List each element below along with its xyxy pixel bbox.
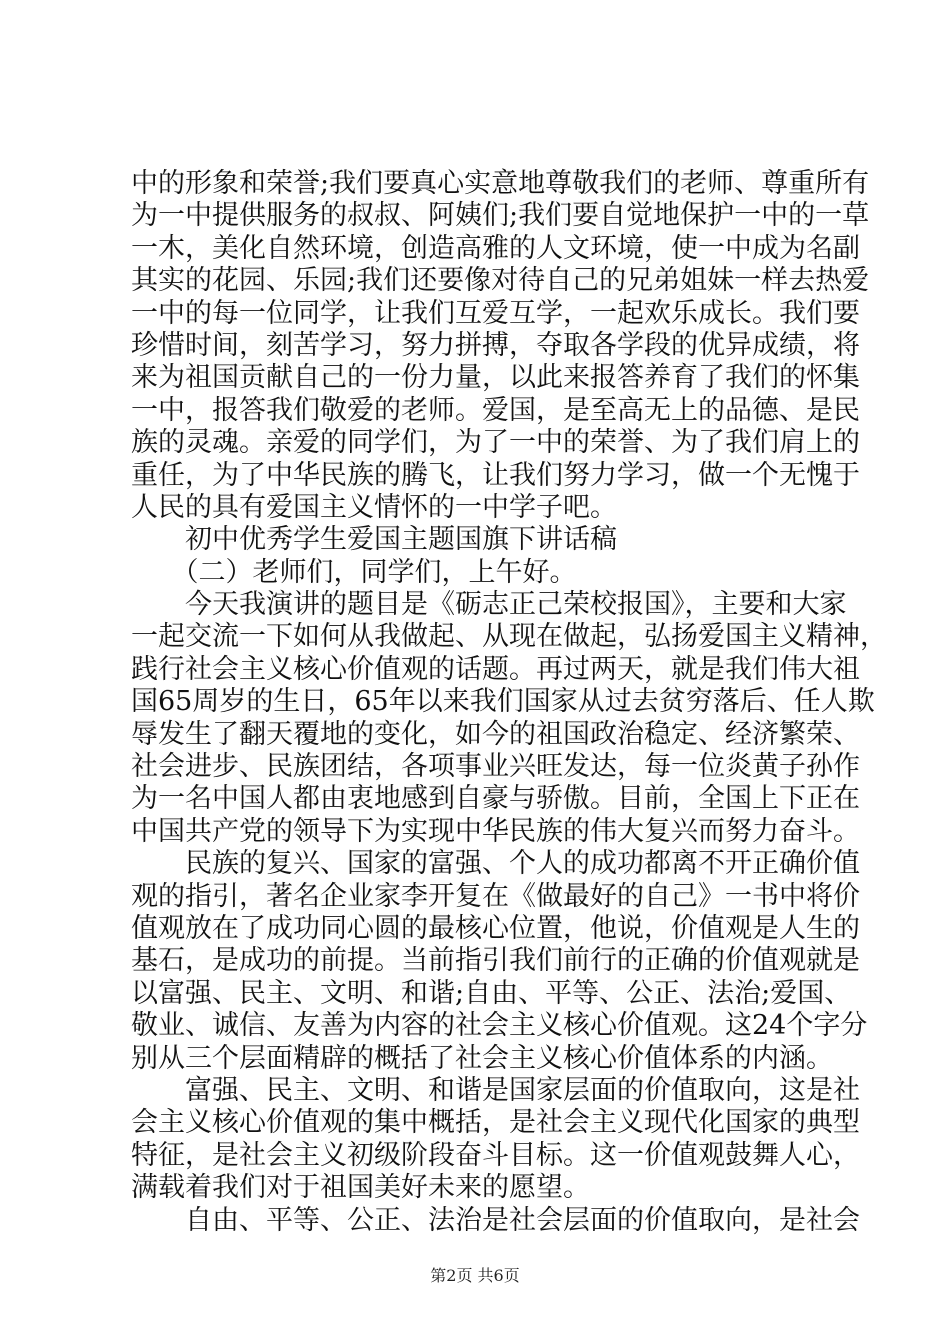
text-line: 来为祖国贡献自己的一份力量，以此来报答养育了我们的怀集 [131, 362, 860, 394]
text-line: 观的指引，著名企业家李开复在《做最好的自己》一书中将价 [131, 880, 860, 912]
text-line: 会主义核心价值观的集中概括，是社会主义现代化国家的典型 [131, 1107, 860, 1139]
text-line: 特征，是社会主义初级阶段奋斗目标。这一价值观鼓舞人心， [131, 1139, 860, 1171]
text-line: 自由、平等、公正、法治是社会层面的价值取向，是社会 [131, 1204, 860, 1236]
text-line: 为一中提供服务的叔叔、阿姨们;我们要自觉地保护一中的一草 [131, 200, 870, 232]
text-line: 辱发生了翻天覆地的变化，如今的祖国政治稳定、经济繁荣、 [131, 718, 860, 750]
text-line: 其实的花园、乐园;我们还要像对待自己的兄弟姐妹一样去热爱 [131, 265, 870, 297]
text-line: 基石，是成功的前提。当前指引我们前行的正确的价值观就是 [131, 945, 860, 977]
section-title: 初中优秀学生爱国主题国旗下讲话稿 [131, 524, 617, 556]
text-line: 社会进步、民族团结，各项事业兴旺发达，每一位炎黄子孙作 [131, 751, 860, 783]
text-line: 重任，为了中华民族的腾飞，让我们努力学习，做一个无愧于 [131, 459, 860, 491]
text-line: 一中，报答我们敬爱的老师。爱国，是至高无上的品德、是民 [131, 394, 860, 426]
text-line: 一中的每一位同学，让我们互爱互学，一起欢乐成长。我们要 [131, 297, 860, 329]
page-number: 第2页 共6页 [430, 1266, 520, 1285]
text-line: 中的形象和荣誉;我们要真心实意地尊敬我们的老师、尊重所有 [131, 168, 870, 199]
text-line: 一起交流一下如何从我做起、从现在做起，弘扬爱国主义精神， [131, 621, 887, 653]
document-body [131, 168, 887, 1237]
text-line: 民族的复兴、国家的富强、个人的成功都离不开正确价值 [131, 848, 860, 880]
text-line: 满载着我们对于祖国美好未来的愿望。 [131, 1172, 590, 1204]
text-line: 人民的具有爱国主义情怀的一中学子吧。 [131, 491, 617, 523]
text-line: 一木，美化自然环境，创造高雅的人文环境，使一中成为名副 [131, 232, 860, 264]
text-line: 国65周岁的生日，65年以来我们国家从过去贫穷落后、任人欺 [131, 686, 875, 718]
text-line: 以富强、民主、文明、和谐;自由、平等、公正、法治;爱国、 [131, 977, 852, 1009]
text-line: 敬业、诚信、友善为内容的社会主义核心价值观。这24个字分 [131, 1010, 868, 1042]
text-line: 富强、民主、文明、和谐是国家层面的价值取向，这是社 [131, 1074, 860, 1106]
text-line: 值观放在了成功同心圆的最核心位置，他说，价值观是人生的 [131, 912, 860, 944]
text-line: 践行社会主义核心价值观的话题。再过两天，就是我们伟大祖 [131, 653, 860, 685]
text-line: 珍惜时间，刻苦学习，努力拼搏，夺取各学段的优异成绩，将 [131, 329, 860, 361]
text-line: 今天我演讲的题目是《砺志正己荣校报国》，主要和大家 [131, 589, 847, 621]
text-line: 中国共产党的领导下为实现中华民族的伟大复兴而努力奋斗。 [131, 815, 860, 847]
text-line: 别从三个层面精辟的概括了社会主义核心价值体系的内涵。 [131, 1042, 833, 1074]
text-line: 为一名中国人都由衷地感到自豪与骄傲。目前，全国上下正在 [131, 783, 860, 815]
text-line: 族的灵魂。亲爱的同学们，为了一中的荣誉、为了我们肩上的 [131, 427, 860, 459]
text-line: （二）老师们，同学们，上午好。 [131, 556, 577, 588]
